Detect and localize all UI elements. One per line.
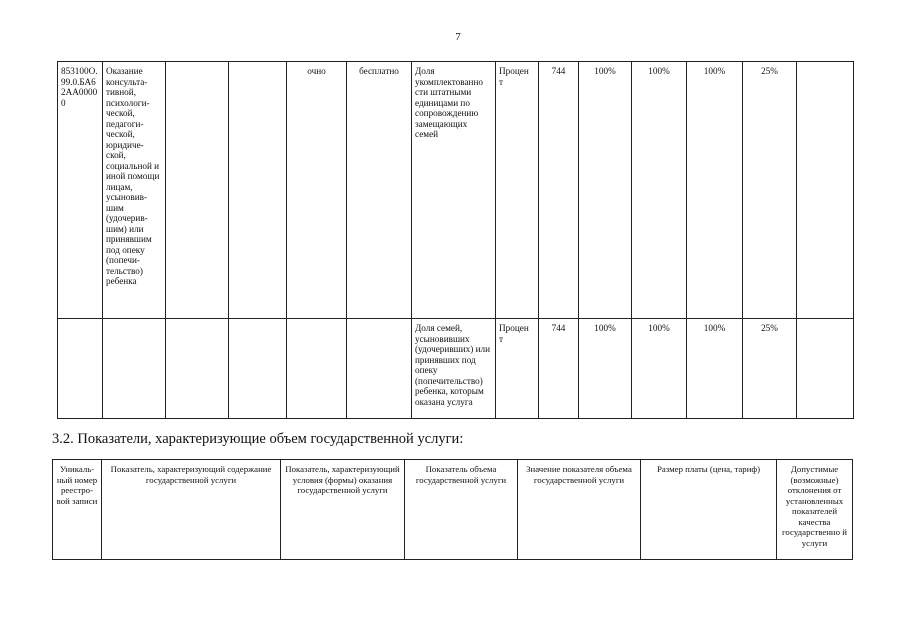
service-content-cell <box>103 319 166 419</box>
payment-cell: бесплатно <box>347 62 412 319</box>
volume-indicators-table <box>52 459 853 560</box>
value-cell: 100% <box>579 319 632 419</box>
unit-cell: Процен т <box>496 319 539 419</box>
page-number: 7 <box>455 31 461 43</box>
table-row <box>58 319 854 419</box>
value-cell: 100% <box>579 62 632 319</box>
indicator-name-cell: Доля укомплектованно сти штатными единицами по сопровождению замещающих семей <box>412 62 496 319</box>
deviation-cell: 25% <box>743 319 797 419</box>
registry-number-cell <box>58 319 103 419</box>
okei-code-cell: 744 <box>539 319 579 419</box>
form-cell <box>287 319 347 419</box>
deviation-cell: 25% <box>743 62 797 319</box>
header-service-conditions: Показатель, характеризующий условия (формы) оказания государственной услуги <box>281 460 405 560</box>
section-title: 3.2. Показатели, характеризующие объем государственной услуги: <box>52 431 464 447</box>
header-service-content: Показатель, характеризующий содержание государственной услуги <box>102 460 281 560</box>
table-cell <box>797 319 854 419</box>
unit-cell: Процен т <box>496 62 539 319</box>
table-row <box>58 62 854 319</box>
header-fee-size: Размер платы (цена, тариф) <box>641 460 777 560</box>
service-content-cell: Оказание консульта-тивной, психологи-ческой, педагоги-ческой, юридиче-ской, социальной и иной помощи лицам, усыновив-шим (удочерив-шим) или принявшим под опеку (попечи-тельство) ребенка <box>103 62 166 319</box>
header-volume-value: Значение показателя объема государственной услуги <box>518 460 641 560</box>
value-cell: 100% <box>632 319 687 419</box>
header-registry-number: Уникаль-ный номер реестро-вой записи <box>53 460 102 560</box>
table-cell <box>166 319 229 419</box>
form-cell: очно <box>287 62 347 319</box>
quality-indicators-table <box>57 61 854 419</box>
value-cell: 100% <box>687 319 743 419</box>
table-cell <box>166 62 229 319</box>
indicator-name-cell: Доля семей, усыновивших (удочеривших) или принявших под опеку (попечительство) ребенка, которым оказана услуга <box>412 319 496 419</box>
value-cell: 100% <box>632 62 687 319</box>
okei-code-cell: 744 <box>539 62 579 319</box>
registry-number-cell: 853100О. 99.0.БА6 2АА0000 0 <box>58 62 103 319</box>
header-volume-indicator: Показатель объема государственной услуги <box>405 460 518 560</box>
payment-cell <box>347 319 412 419</box>
table-cell <box>797 62 854 319</box>
table-cell <box>229 319 287 419</box>
value-cell: 100% <box>687 62 743 319</box>
table-header-row <box>53 460 853 560</box>
table-cell <box>229 62 287 319</box>
header-allowed-deviation: Допустимые (возможные) отклонения от установленных показателей качества государственно й услуги <box>777 460 853 560</box>
